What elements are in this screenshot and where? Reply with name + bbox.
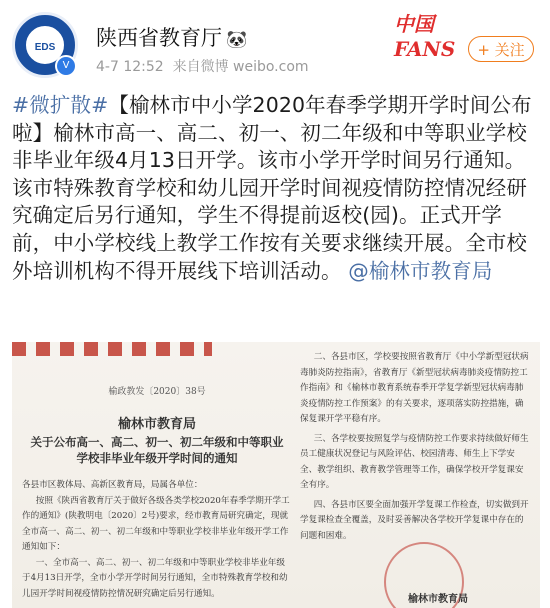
document-paragraph: 三、各学校要按照复学与疫情防控工作要求持续做好师生员工健康状况登记与风险评估、校园清毒、师生上下学安全、教学组织、教育教学管理等工作，确保学校开学复课安全有序。 <box>300 433 529 490</box>
document-title: 关于公布高一、高二、初一、初二年级和中等职业学校非毕业年级开学时间的通知 <box>30 435 284 465</box>
red-header-decoration <box>12 342 212 356</box>
post-timestamp: 4-7 12:52 <box>96 59 164 75</box>
avatar-label: EDS <box>34 42 56 53</box>
account-name[interactable]: 陕西省教育厅 <box>96 26 222 50</box>
fans-badge-logo: 中国FANS <box>394 12 456 61</box>
post-text: 【榆林市中小学2020年春季学期开学时间公布啦】榆林市高一、高二、初一、初二年级和中等职业学校非毕业年级4月13日开学。该市小学开学时间另行通知。该市特殊教育学校和幼儿园开学时间视疫情防控情况经研究确定后另行通知，学生不得提前返校(园)。正式开学前，中小学校线上教学工作按有关要求继续开展。全市校外培训机构不得开展线下培训活动。 <box>12 93 532 283</box>
document-bureau: 榆林市教育局 <box>117 417 196 432</box>
mention-link[interactable]: @榆林市教育局 <box>348 258 493 283</box>
document-paragraph: 一、全市高一、高二、初一、初二年级和中等职业学校非毕业年级于4月13日开学，全市小学开学时间另行通知，全市特殊教育学校和幼儿园开学时间视疫情防控情况研究确定后另行通知。 <box>22 557 288 599</box>
document-image[interactable] <box>12 342 540 608</box>
panda-icon: 🐼 <box>226 30 248 50</box>
document-left-page <box>22 384 292 602</box>
document-right-page <box>300 350 530 548</box>
verified-badge-icon: V <box>55 55 77 77</box>
hashtag-link[interactable]: #微扩散# <box>12 93 109 117</box>
account-name-row[interactable] <box>96 22 247 52</box>
document-signature: 榆林市教育局 <box>408 594 468 605</box>
document-paragraph: 按照《陕西省教育厅关于做好各级各类学校2020年春季学期开学工作的通知》(陕教明电〔2020〕2号)要求，经市教育局研究确定，现就全市高一、高二、初一、初二年级和中等职业学校非毕业年级开学工作通知如下： <box>22 495 290 552</box>
post-meta <box>96 56 309 76</box>
post-body <box>12 92 540 285</box>
document-paragraph: 四、各县市区要全面加强开学复课工作检查，切实做到开学复课检查全覆盖，及时妥善解决各学校开学复课中存在的问题和困难。 <box>300 499 529 541</box>
follow-button[interactable]: + 关注 <box>468 36 534 62</box>
account-avatar[interactable] <box>12 12 78 78</box>
document-body <box>22 478 292 602</box>
document-salutation: 各县市区教体局、高新区教育局，局属各单位： <box>22 480 203 490</box>
document-number: 榆政教发〔2020〕38号 <box>108 387 206 397</box>
document-paragraph: 二、各县市区，学校要按照省教育厅《中小学新型冠状病毒肺炎防控指南》，省教育厅《新型冠状病毒肺炎疫情防控工作指南》和《榆林市教育系统春季开学复学新型冠状病毒肺炎疫情防控工作预案》的有关要求，逐项落实防控措施，确保复课开学平稳有序。 <box>300 352 529 424</box>
post-source: 来自微博 weibo.com <box>172 59 309 75</box>
